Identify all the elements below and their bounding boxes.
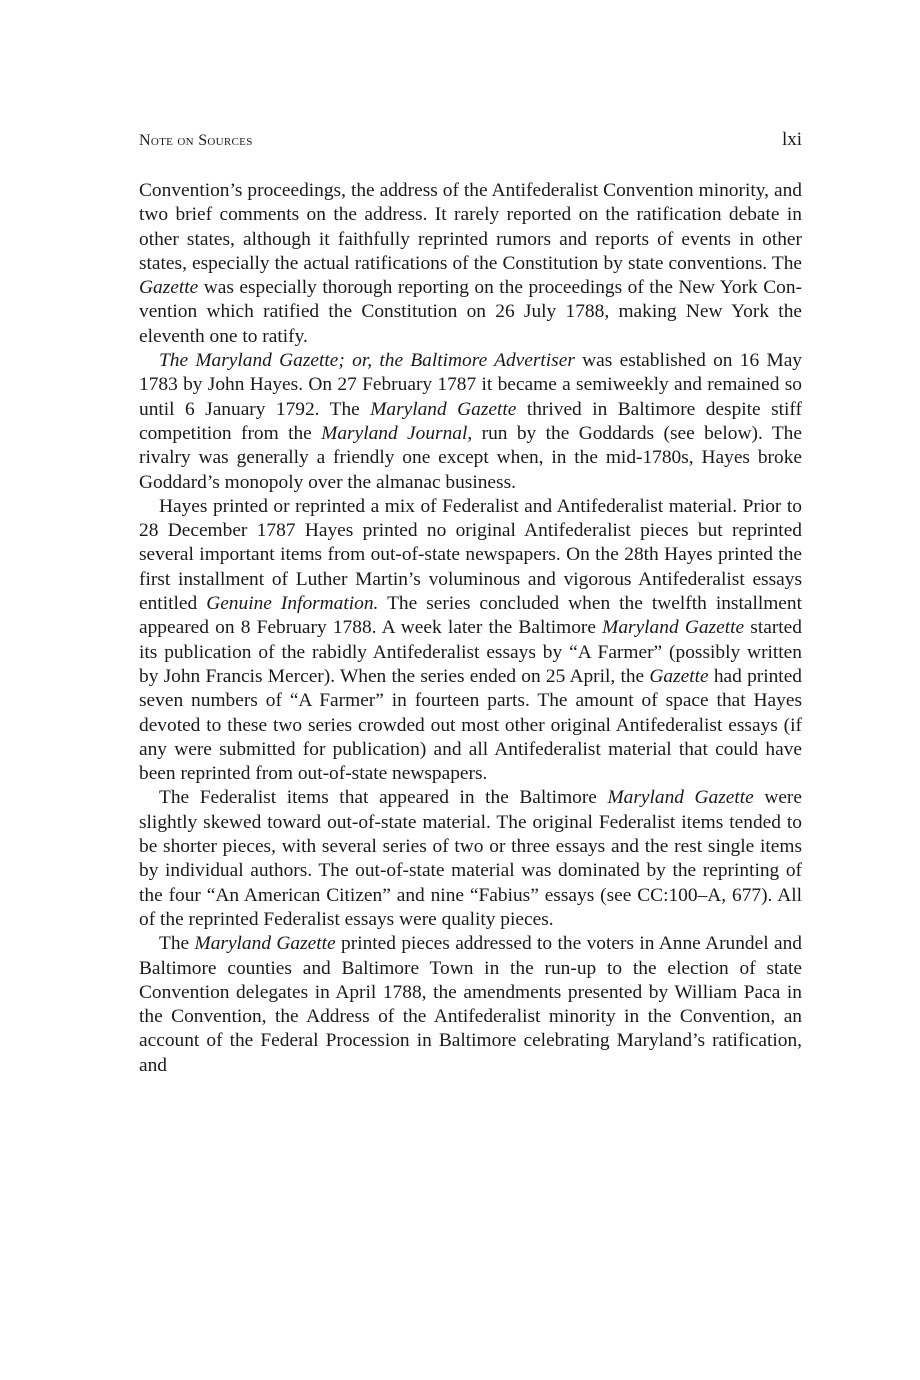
paragraph — [139, 179, 802, 349]
text-run: The — [159, 933, 195, 955]
text-run: thrived in Baltimore despite stiff competition from the — [139, 398, 802, 444]
text-run: had printed seven numbers of “A Farmer” in fourteen parts. The amount of space that Hayes devoted to these two series crowded out most other original Antifederalist essays (if any were submitted for publication) and all Antifederalist material that could have been reprinted from out-of-state newspapers. — [139, 665, 803, 785]
text-run: The Federalist items that appeared in the Baltimore — [159, 787, 608, 809]
paragraph — [139, 932, 802, 1078]
italic-title: Gazette — [139, 277, 199, 299]
text-run: , run by the Goddards (see below). The rivalry was generally a friendly one except when, in the mid-1780s, Hayes broke Goddard’s monopoly over the almanac business. — [139, 422, 802, 493]
text-run: was established on 16 May 1783 by John Hayes. On 27 February 1787 it became a semiweekly and remained so until 6 January 1792. The — [139, 350, 802, 420]
italic-title: Genuine Information. — [206, 593, 379, 615]
italic-title: Maryland Gazette — [370, 398, 517, 420]
page-number: lxi — [781, 129, 802, 150]
text-run: were slightly skewed toward out-of-state material. The original Federalist items tended to be shorter pieces, with several series of two or three essays and the rest single items by individual authors. The out-of-state material was dominated by the reprinting of the four “An American Citizen” and nine “Fabius” essays (see CC:100–A, 677). All of the reprinted Federalist essays were quality pieces. — [139, 787, 803, 930]
text-run: was especially thorough reporting on the proceedings of the New York Convention which ratified the Constitution on 26 July 1788, making New York the eleventh one to ratify. — [139, 277, 802, 347]
paragraph — [139, 349, 802, 495]
italic-title: Maryland Journal — [321, 422, 468, 444]
page-header — [139, 130, 802, 151]
text-run: printed pieces addressed to the voters in Anne Arundel and Baltimore counties and Baltimore Town in the run-up to the election of state Convention delegates in April 1788, the amendments presented by William Paca in the Convention, the Address of the Antifederalist minority in the Convention, an account of the Federal Procession in Baltimore celebrating Maryland’s ratification, and — [139, 933, 803, 1076]
italic-title: Gazette — [649, 665, 709, 687]
italic-title: Maryland Gazette — [602, 617, 745, 639]
italic-title: Maryland Gazette — [607, 787, 754, 809]
running-head: Note on Sources — [139, 132, 253, 149]
text-run: Hayes printed or reprinted a mix of Federalist and Antifederalist material. Prior to 28 December 1787 Hayes printed no original Antifederalist pieces but reprinted several important items from out-of-state newspapers. On the 28th Hayes printed the first installment of Luther Martin’s voluminous and vigorous Antifederalist essays entitled — [139, 495, 802, 615]
paragraph — [139, 786, 802, 932]
text-run: started its publication of the rabidly Antifederalist essays by “A Farmer” (possibly written by John Francis Mercer). When the series ended on 25 April, the — [139, 617, 802, 687]
italic-title: The Maryland Gazette; or, the Baltimore Advertiser — [159, 350, 575, 372]
text-run: Convention’s proceedings, the address of the Antifederalist Convention minority, and two brief comments on the address. It rarely reported on the ratification debate in other states, although it faithfully reprinted rumors and reports of events in other states, especially the actual ratifications of the Constitution by state conventions. The — [139, 180, 802, 274]
body-text — [139, 179, 802, 1078]
italic-title: Maryland Gazette — [194, 933, 336, 955]
text-run: The series concluded when the twelfth installment appeared on 8 February 1788. A week later the Baltimore — [139, 593, 802, 639]
paragraph — [139, 495, 802, 787]
